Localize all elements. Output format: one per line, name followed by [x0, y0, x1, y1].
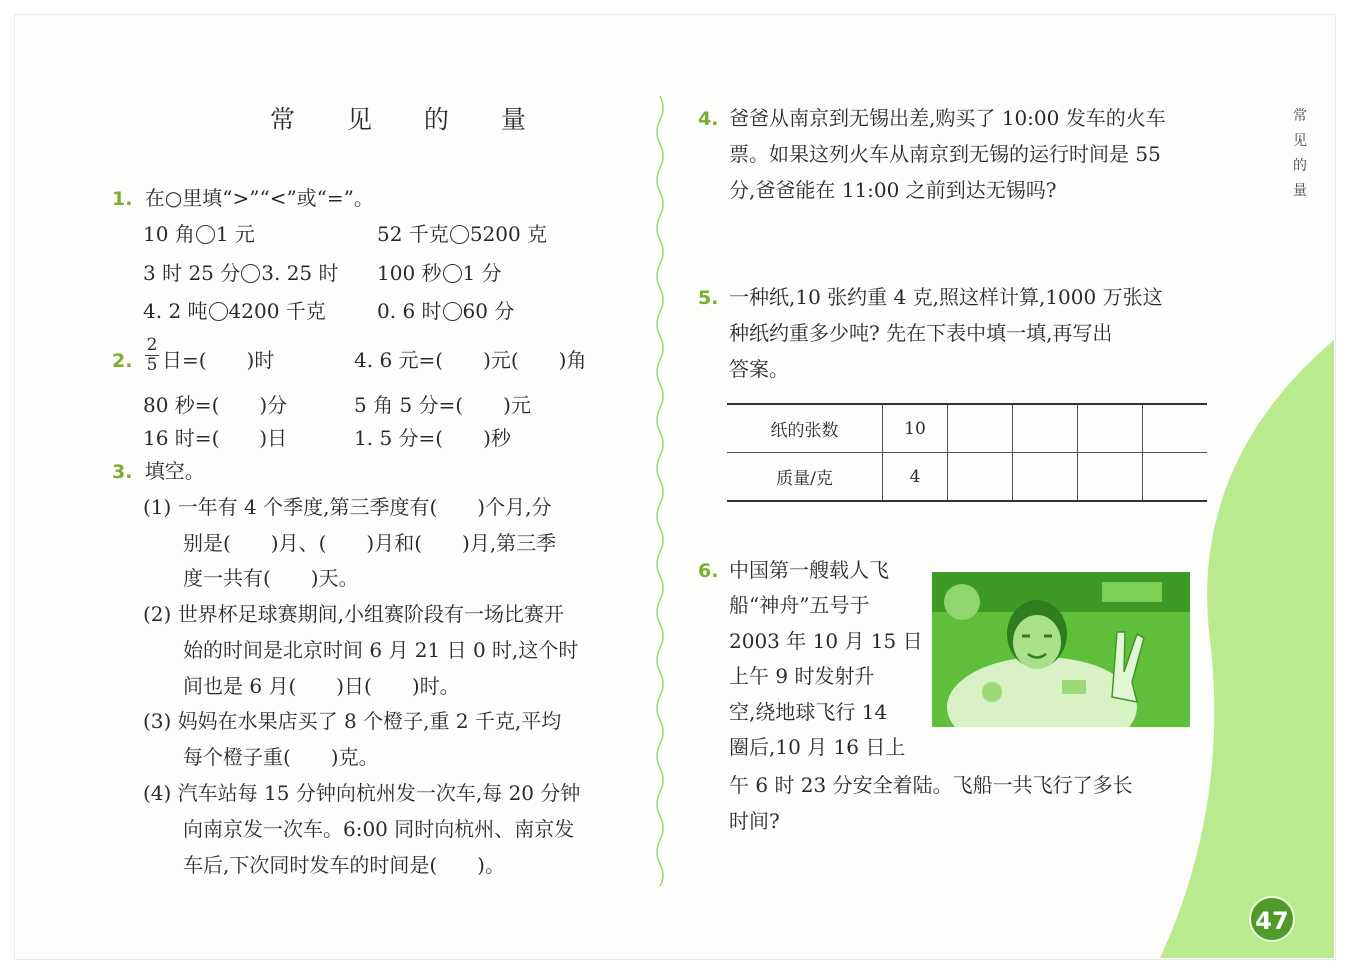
question-text: 在○里填“>”“<”或“=”。: [144, 186, 374, 210]
question-6-line: 时间?: [729, 809, 780, 833]
blank-cell[interactable]: [948, 453, 1013, 502]
conversion-item: 1. 5 分=( )秒: [354, 426, 511, 450]
compare-row: 0. 6 时 60 分: [377, 299, 515, 323]
conversion-item: 80 秒=( )分: [143, 393, 288, 417]
conversion-item: 16 时=( )日: [143, 426, 288, 450]
row-label: 纸的张数: [770, 421, 839, 441]
compare-circle-blank[interactable]: [241, 264, 260, 283]
question-number: 1.: [112, 188, 133, 210]
question-3: 3. 填空。: [112, 459, 205, 483]
compare-row: 100 秒 1 分: [377, 261, 502, 285]
compare-circle-blank[interactable]: [443, 264, 462, 283]
question-6-line: 空,绕地球飞行 14: [729, 700, 888, 724]
question-3-line: 每个橙子重( )克。: [183, 745, 379, 769]
blank-cell[interactable]: [948, 404, 1013, 453]
question-4-line: 分,爸爸能在 11:00 之前到达无锡吗?: [729, 178, 1057, 202]
question-3-line: 向南京发一次车。6:00 同时向杭州、南京发: [183, 817, 575, 841]
paper-weight-table: [727, 403, 1207, 502]
row-label: 质量/克: [727, 453, 883, 502]
question-3-line: 别是( )月、( )月和( )月,第三季: [183, 531, 557, 555]
conversion-item: 4. 6 元=( )元( )角: [354, 348, 587, 372]
question-6-line: 午 6 时 23 分安全着陆。飞船一共飞行了多长: [729, 773, 1133, 797]
question-3-line: (3) 妈妈在水果店买了 8 个橙子,重 2 千克,平均: [143, 709, 562, 733]
compare-row: 3 时 25 分 3. 25 时: [143, 261, 339, 285]
blank-cell[interactable]: [1143, 453, 1208, 502]
conversion-item: 5 角 5 分=( )元: [354, 393, 531, 417]
question-3-line: 间也是 6 月( )日( )时。: [183, 674, 460, 698]
question-4-line: 爸爸从南京到无锡出差,购买了 10:00 发车的火车: [729, 106, 1166, 130]
question-6-line: 圈后,10 月 16 日上: [729, 735, 906, 759]
question-6-line: 上午 9 时发射升: [729, 664, 875, 688]
compare-row: 4. 2 吨 4200 千克: [143, 299, 326, 323]
question-5-line: 种纸约重多少吨? 先在下表中填一填,再写出: [729, 321, 1113, 345]
question-6-line: 中国第一艘载人飞: [729, 558, 889, 582]
question-1: [112, 186, 374, 211]
side-chapter-label: 常见的量: [1293, 108, 1307, 199]
question-3-line: (2) 世界杯足球赛期间,小组赛阶段有一场比赛开: [143, 602, 565, 626]
question-6-line: 船“神舟”五号于: [729, 593, 870, 617]
question-3-line: 度一共有( )天。: [183, 566, 359, 590]
question-5-number: 5.: [698, 287, 719, 309]
compare-row: 52 千克 5200 克: [377, 222, 548, 246]
compare-circle-blank[interactable]: [443, 302, 462, 321]
blank-cell[interactable]: [1013, 453, 1078, 502]
question-3-line: 始的时间是北京时间 6 月 21 日 0 时,这个时: [183, 638, 579, 662]
blank-cell[interactable]: [1013, 404, 1078, 453]
question-3-line: (4) 汽车站每 15 分钟向杭州发一次车,每 20 分钟: [143, 781, 581, 805]
blank-cell[interactable]: [1078, 404, 1143, 453]
page-number-badge: 47: [1249, 896, 1295, 942]
table-row: [727, 404, 1207, 453]
page-divider-wave: [650, 96, 670, 886]
compare-circle-blank[interactable]: [196, 225, 215, 244]
question-5-line: 答案。: [729, 357, 789, 381]
question-2-number: 2.: [112, 350, 133, 372]
astronaut-photo: [932, 572, 1190, 727]
table-cell: 4: [883, 453, 948, 502]
compare-circle-blank[interactable]: [209, 302, 228, 321]
blank-cell[interactable]: [1143, 404, 1208, 453]
blank-cell[interactable]: [1078, 453, 1143, 502]
table-row: [727, 453, 1207, 502]
question-4-number: 4.: [698, 108, 719, 130]
question-4-line: 票。如果这列火车从南京到无锡的运行时间是 55: [729, 142, 1161, 166]
compare-row: 10 角 1 元: [143, 222, 255, 246]
question-5-line: 一种纸,10 张约重 4 克,照这样计算,1000 万张这: [729, 285, 1163, 309]
table-cell: 10: [883, 404, 948, 453]
question-6-line: 2003 年 10 月 15 日: [729, 629, 923, 653]
question-3-line: 车后,下次同时发车的时间是( )。: [183, 853, 505, 877]
fraction-two-fifths: 2 5: [146, 335, 158, 375]
compare-circle-blank[interactable]: [450, 225, 469, 244]
question-3-line: (1) 一年有 4 个季度,第三季度有( )个月,分: [143, 495, 552, 519]
conversion-item: 日=( )时: [162, 348, 275, 372]
page-title: 常 见 的 量: [270, 105, 548, 134]
question-6-number: 6.: [698, 560, 719, 582]
